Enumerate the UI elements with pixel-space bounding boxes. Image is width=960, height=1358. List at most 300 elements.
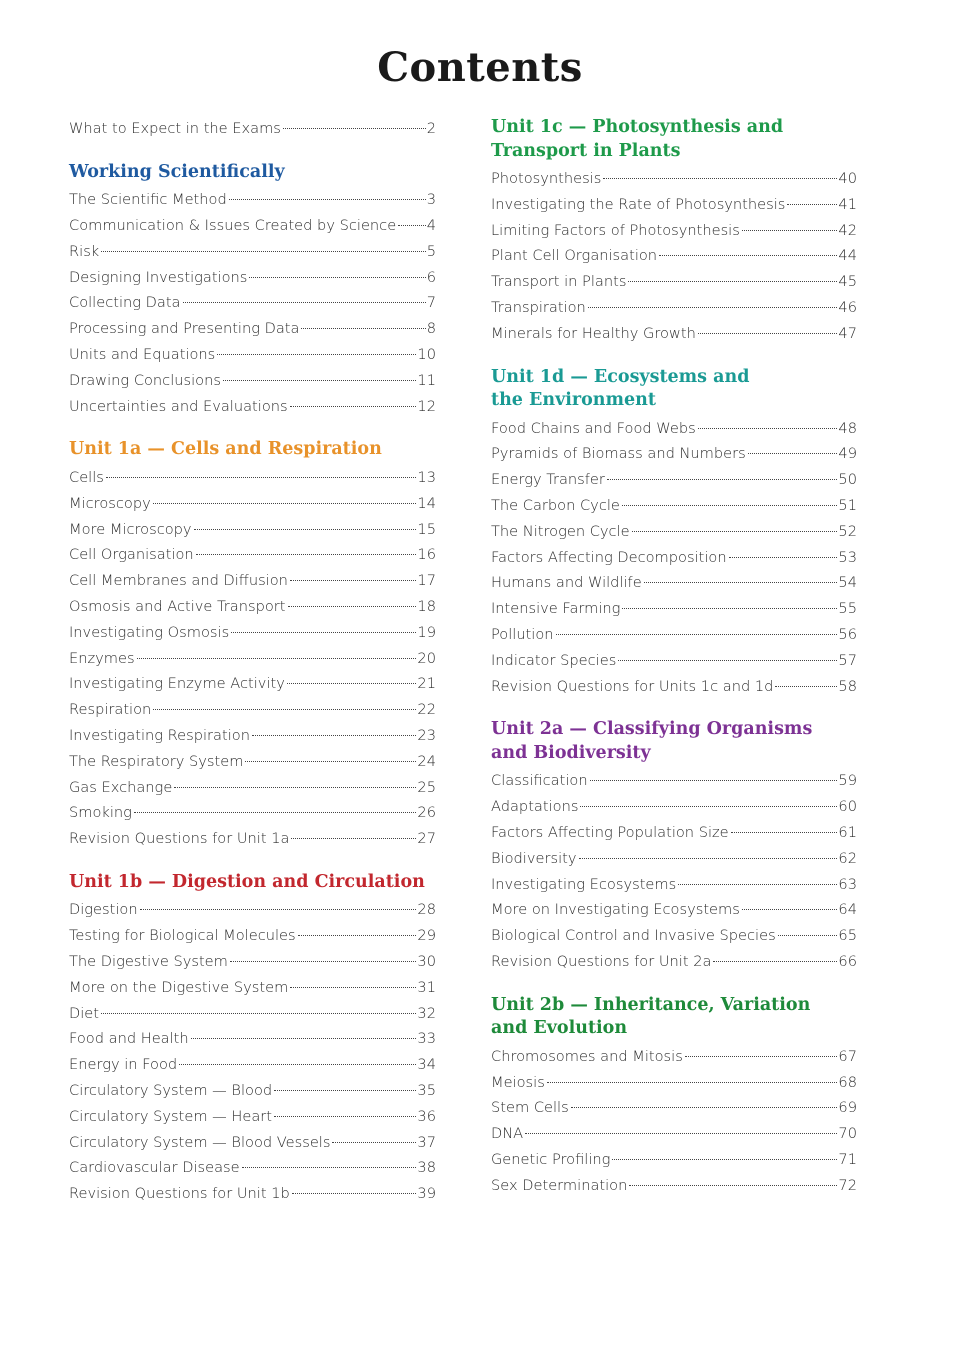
dot-leader <box>622 608 837 609</box>
toc-entry-title: Gas Exchange <box>69 778 173 796</box>
toc-entry[interactable] <box>69 465 436 491</box>
dot-leader <box>622 505 838 506</box>
toc-entry-page: 41 <box>838 195 857 213</box>
toc-entry-page: 29 <box>417 927 436 945</box>
toc-entry[interactable] <box>491 648 857 674</box>
toc-entry[interactable] <box>491 820 857 846</box>
dot-leader <box>332 1142 416 1143</box>
toc-entry-title: Pollution <box>491 625 554 643</box>
toc-entry-title: Energy in Food <box>69 1056 178 1074</box>
toc-entry[interactable] <box>69 187 436 213</box>
section-heading-unit-1b: Unit 1b — Digestion and Circulation <box>69 871 425 892</box>
toc-entry[interactable] <box>491 570 857 596</box>
toc-entry-page: 47 <box>838 324 857 342</box>
toc-entry-page: 26 <box>417 804 436 822</box>
toc-entry-title: Investigating Enzyme Activity <box>69 675 285 693</box>
dot-leader <box>252 735 416 736</box>
section-heading-line: and Biodiversity <box>491 742 651 763</box>
section-list-unit-2a <box>491 768 857 974</box>
dot-leader <box>612 1159 837 1160</box>
dot-leader <box>729 557 838 558</box>
toc-entry[interactable] <box>491 1173 857 1199</box>
dot-leader <box>731 832 838 833</box>
toc-entry[interactable] <box>491 674 857 700</box>
toc-entry-page: 71 <box>838 1150 857 1168</box>
toc-entry-title: Chromosomes and Mitosis <box>491 1047 683 1065</box>
toc-entry-page: 8 <box>426 320 436 338</box>
toc-entry[interactable] <box>491 872 857 898</box>
toc-entry[interactable] <box>69 975 436 1001</box>
toc-entry-page: 45 <box>838 273 857 291</box>
toc-entry-title: Testing for Biological Molecules <box>69 927 296 945</box>
toc-entry-title: Collecting Data <box>69 294 181 312</box>
toc-entry-title: Revision Questions for Unit 1b <box>69 1185 290 1203</box>
toc-entry-title: Transpiration <box>491 298 586 316</box>
toc-entry-page: 12 <box>417 397 436 415</box>
toc-entry-page: 14 <box>417 494 436 512</box>
dot-leader <box>628 281 837 282</box>
toc-entry-page: 7 <box>426 294 436 312</box>
toc-entry-page: 23 <box>417 726 436 744</box>
toc-entry-title: Circulatory System — Heart <box>69 1107 273 1125</box>
page-title: Contents <box>377 44 583 91</box>
toc-entry-page: 11 <box>417 371 436 389</box>
section-heading-working-scientifically: Working Scientifically <box>69 161 285 182</box>
dot-leader <box>134 812 417 813</box>
dot-leader <box>196 554 417 555</box>
toc-entry-page: 44 <box>838 247 857 265</box>
toc-entry[interactable] <box>491 218 857 244</box>
toc-entry-title: More Microscopy <box>69 520 192 538</box>
toc-entry[interactable] <box>69 723 436 749</box>
toc-entry-page: 15 <box>417 520 436 538</box>
toc-entry[interactable] <box>491 269 857 295</box>
dot-leader <box>153 709 416 710</box>
toc-entry[interactable] <box>69 1130 436 1156</box>
toc-entry-page: 28 <box>417 901 436 919</box>
toc-entry-title: Classification <box>491 772 588 790</box>
dot-leader <box>287 683 417 684</box>
toc-entry-title: Indicator Species <box>491 651 617 669</box>
toc-entry-title: More on the Digestive System <box>69 978 289 996</box>
toc-entry[interactable] <box>491 467 857 493</box>
dot-leader <box>775 686 837 687</box>
toc-entry-title: Units and Equations <box>69 346 216 364</box>
toc-entry-page: 69 <box>838 1099 857 1117</box>
toc-entry-page: 34 <box>417 1056 436 1074</box>
dot-leader <box>283 128 426 129</box>
toc-entry-page: 5 <box>426 242 436 260</box>
toc-entry-page: 48 <box>838 419 857 437</box>
dot-leader <box>742 909 838 910</box>
toc-entry-page: 38 <box>417 1159 436 1177</box>
toc-entry[interactable] <box>491 1147 857 1173</box>
toc-entry-page: 24 <box>417 752 436 770</box>
toc-entry[interactable] <box>69 897 436 923</box>
toc-entry-title: Smoking <box>69 804 132 822</box>
toc-entry-title: Adaptations <box>491 798 579 816</box>
toc-entry[interactable] <box>69 697 436 723</box>
section-heading-line: Unit 1d — Ecosystems and <box>491 366 750 387</box>
section-heading-line: Transport in Plants <box>491 140 681 161</box>
toc-entry-title: The Digestive System <box>69 953 228 971</box>
dot-leader <box>629 1185 837 1186</box>
dot-leader <box>230 961 417 962</box>
dot-leader <box>603 178 837 179</box>
toc-entry[interactable] <box>491 768 857 794</box>
toc-entry-page: 70 <box>838 1125 857 1143</box>
toc-entry[interactable] <box>491 596 857 622</box>
dot-leader <box>179 1064 416 1065</box>
toc-entry-title: Genetic Profiling <box>491 1150 611 1168</box>
dot-leader <box>174 787 416 788</box>
toc-entry-title: Plant Cell Organisation <box>491 247 658 265</box>
toc-entry-title: Energy Transfer <box>491 471 605 489</box>
toc-entry-page: 21 <box>417 675 436 693</box>
toc-entry[interactable] <box>491 794 857 820</box>
section-heading-line: Unit 2b — Inheritance, Variation <box>491 994 811 1015</box>
toc-entry[interactable] <box>491 192 857 218</box>
section-heading-line: Unit 2a — Classifying Organisms <box>491 719 813 740</box>
dot-leader <box>290 580 417 581</box>
toc-entry-title: Osmosis and Active Transport <box>69 597 286 615</box>
toc-entry[interactable] <box>491 545 857 571</box>
dot-leader <box>292 1193 417 1194</box>
toc-entry-title: Stem Cells <box>491 1099 569 1117</box>
dot-leader <box>580 806 837 807</box>
toc-entry-page: 31 <box>417 978 436 996</box>
dot-leader <box>618 660 837 661</box>
toc-entry-title: Cell Organisation <box>69 546 194 564</box>
toc-entry-title: Investigating Ecosystems <box>491 875 677 893</box>
toc-entry[interactable] <box>69 342 436 368</box>
toc-entry-title: Investigating the Rate of Photosynthesis <box>491 195 786 213</box>
toc-entry-page: 61 <box>838 823 857 841</box>
dot-leader <box>242 1167 417 1168</box>
toc-entry-page: 56 <box>838 625 857 643</box>
dot-leader <box>632 531 838 532</box>
dot-leader <box>547 1082 838 1083</box>
toc-entry-title: Circulatory System — Blood Vessels <box>69 1133 331 1151</box>
dot-leader <box>607 479 838 480</box>
dot-leader <box>579 858 838 859</box>
toc-entry-title: Uncertainties and Evaluations <box>69 397 288 415</box>
dot-leader <box>101 1013 416 1014</box>
section-list-unit-2b <box>491 1044 857 1199</box>
section-list-unit-1c <box>491 166 857 347</box>
dot-leader <box>698 333 838 334</box>
toc-entry-page: 72 <box>838 1176 857 1194</box>
toc-entry-page: 50 <box>838 471 857 489</box>
section-heading-unit-2a <box>491 718 857 765</box>
dot-leader <box>183 302 426 303</box>
dot-leader <box>101 251 425 252</box>
toc-entry-page: 63 <box>838 875 857 893</box>
toc-entry-intro[interactable] <box>69 116 436 142</box>
toc-entry-page: 18 <box>417 597 436 615</box>
dot-leader <box>153 503 417 504</box>
toc-entry[interactable] <box>69 290 436 316</box>
dot-leader <box>274 1116 416 1117</box>
toc-entry-page: 35 <box>417 1082 436 1099</box>
toc-entry-title: The Nitrogen Cycle <box>491 522 630 540</box>
section-heading-unit-2b <box>491 994 857 1041</box>
toc-entry-title: Microscopy <box>69 494 151 512</box>
toc-entry[interactable] <box>491 846 857 872</box>
toc-entry[interactable] <box>491 519 857 545</box>
toc-entry-page: 16 <box>417 546 436 564</box>
section-list-unit-1d <box>491 416 857 700</box>
section-heading-unit-1d <box>491 366 857 413</box>
toc-entry-page: 3 <box>426 191 436 209</box>
toc-entry-page: 55 <box>838 600 857 618</box>
toc-entry-title: Respiration <box>69 701 152 719</box>
toc-entry-page: 68 <box>838 1073 857 1091</box>
toc-entry[interactable] <box>69 923 436 949</box>
toc-entry-title: Transport in Plants <box>491 273 627 291</box>
toc-entry-page: 64 <box>838 901 857 919</box>
toc-entry[interactable] <box>69 620 436 646</box>
dot-leader <box>787 204 837 205</box>
dot-leader <box>698 428 838 429</box>
toc-entry[interactable] <box>69 213 436 239</box>
toc-entry[interactable] <box>69 1052 436 1078</box>
toc-entry[interactable] <box>69 775 436 801</box>
dot-leader <box>678 884 837 885</box>
dot-leader <box>217 354 416 355</box>
toc-entry[interactable] <box>491 1121 857 1147</box>
toc-entry-page: 27 <box>417 830 436 848</box>
toc-entry-title: Investigating Osmosis <box>69 623 230 641</box>
toc-entry-page: 49 <box>838 445 857 463</box>
toc-entry-title: Cell Membranes and Diffusion <box>69 572 288 590</box>
toc-entry-page: 36 <box>417 1107 436 1125</box>
toc-entry-title: More on Investigating Ecosystems <box>491 901 740 919</box>
toc-entry[interactable] <box>69 239 436 265</box>
dot-leader <box>229 199 426 200</box>
toc-entry-title: Diet <box>69 1004 99 1022</box>
toc-entry-title: Limiting Factors of Photosynthesis <box>491 221 740 239</box>
toc-entry[interactable] <box>491 1044 857 1070</box>
toc-entry-page: 53 <box>838 548 857 566</box>
toc-entry-title: Designing Investigations <box>69 268 248 286</box>
toc-entry-page: 19 <box>417 623 436 641</box>
toc-entry-page: 17 <box>417 572 436 590</box>
toc-entry-page: 65 <box>838 927 857 945</box>
toc-entry[interactable] <box>69 568 436 594</box>
toc-entry[interactable] <box>491 321 857 347</box>
dot-leader <box>194 529 417 530</box>
contents-column-left <box>69 116 436 1207</box>
toc-entry-page: 13 <box>417 468 436 486</box>
toc-entry-title: Minerals for Healthy Growth <box>491 324 696 342</box>
toc-entry-page: 4 <box>426 217 436 235</box>
toc-entry-title: Humans and Wildlife <box>491 574 642 592</box>
toc-entry[interactable] <box>491 441 857 467</box>
toc-entry[interactable] <box>69 800 436 826</box>
toc-entry-title: Factors Affecting Population Size <box>491 823 729 841</box>
toc-entry[interactable] <box>69 1026 436 1052</box>
toc-entry[interactable] <box>69 542 436 568</box>
dot-leader <box>713 961 837 962</box>
toc-entry-page: 39 <box>417 1185 436 1203</box>
toc-entry-page: 6 <box>426 268 436 286</box>
toc-entry[interactable] <box>491 243 857 269</box>
dot-leader <box>588 307 838 308</box>
dot-leader <box>556 634 838 635</box>
toc-entry-page: 66 <box>838 952 857 970</box>
toc-entry-title: Risk <box>69 242 100 260</box>
dot-leader <box>140 909 417 910</box>
toc-entry[interactable] <box>69 671 436 697</box>
toc-entry-title: Processing and Presenting Data <box>69 320 300 338</box>
toc-entry-page: 58 <box>838 677 857 695</box>
toc-entry-page: 46 <box>838 298 857 316</box>
dot-leader <box>398 225 426 226</box>
toc-entry[interactable] <box>69 368 436 394</box>
toc-entry[interactable] <box>69 646 436 672</box>
toc-entry-title: Drawing Conclusions <box>69 371 221 389</box>
toc-entry[interactable] <box>69 826 436 852</box>
dot-leader <box>571 1107 838 1108</box>
toc-entry-page: 2 <box>426 120 436 137</box>
dot-leader <box>223 380 416 381</box>
toc-entry[interactable] <box>69 1155 436 1181</box>
dot-leader <box>659 255 837 256</box>
dot-leader <box>274 1090 416 1091</box>
dot-leader <box>245 761 416 762</box>
toc-entry-title: Photosynthesis <box>491 170 602 187</box>
toc-entry[interactable] <box>69 949 436 975</box>
toc-entry-page: 51 <box>838 496 857 514</box>
toc-entry-title: Revision Questions for Units 1c and 1d <box>491 677 774 695</box>
section-list-working-scientifically <box>69 187 436 419</box>
toc-entry[interactable] <box>491 1095 857 1121</box>
toc-entry-title: Factors Affecting Decomposition <box>491 548 727 566</box>
dot-leader <box>137 658 417 659</box>
toc-entry-title: Sex Determination <box>491 1176 628 1194</box>
toc-entry-page: 32 <box>417 1004 436 1022</box>
toc-entry-page: 20 <box>417 649 436 667</box>
dot-leader <box>191 1038 417 1039</box>
toc-entry-page: 59 <box>838 772 857 790</box>
section-list-unit-1b <box>69 897 436 1207</box>
toc-entry-page: 54 <box>838 574 857 592</box>
toc-entry[interactable] <box>491 923 857 949</box>
toc-entry-title: Meiosis <box>491 1073 545 1091</box>
toc-entry-title: The Respiratory System <box>69 752 244 770</box>
toc-entry-title: Pyramids of Biomass and Numbers <box>491 445 746 463</box>
toc-entry[interactable] <box>69 1001 436 1027</box>
toc-entry-title: Enzymes <box>69 649 135 667</box>
section-heading-line: the Environment <box>491 390 656 411</box>
toc-entry-page: 10 <box>417 346 436 364</box>
toc-entry-page: 60 <box>838 798 857 816</box>
dot-leader <box>290 406 417 407</box>
toc-entry-page: 52 <box>838 522 857 540</box>
section-heading-unit-1c <box>491 116 857 163</box>
section-heading-unit-1a: Unit 1a — Cells and Respiration <box>69 439 382 460</box>
section-heading-line: and Evolution <box>491 1018 628 1039</box>
toc-entry-title: Food and Health <box>69 1030 189 1048</box>
toc-entry-title: Biodiversity <box>491 849 577 867</box>
toc-entry-title: Intensive Farming <box>491 600 621 618</box>
toc-entry[interactable] <box>69 491 436 517</box>
toc-entry[interactable] <box>69 749 436 775</box>
section-heading-line: Unit 1c — Photosynthesis and <box>491 117 784 137</box>
toc-entry[interactable] <box>491 416 857 442</box>
toc-entry-title: Cells <box>69 468 104 486</box>
dot-leader <box>290 987 416 988</box>
toc-entry-title: Circulatory System — Blood <box>69 1082 273 1099</box>
toc-entry[interactable] <box>491 897 857 923</box>
dot-leader <box>742 230 838 231</box>
toc-entry[interactable] <box>69 316 436 342</box>
dot-leader <box>249 277 425 278</box>
contents-column-right <box>491 116 857 1199</box>
toc-entry-page: 62 <box>838 849 857 867</box>
toc-entry-title: The Scientific Method <box>69 191 227 209</box>
toc-entry-title: What to Expect in the Exams <box>69 120 281 137</box>
toc-entry-page: 22 <box>417 701 436 719</box>
dot-leader <box>231 632 416 633</box>
dot-leader <box>291 838 416 839</box>
toc-entry-page: 57 <box>838 651 857 669</box>
dot-leader <box>644 582 838 583</box>
toc-entry-page: 30 <box>417 953 436 971</box>
section-list-unit-1a <box>69 465 436 852</box>
dot-leader <box>106 477 417 478</box>
toc-entry-title: DNA <box>491 1125 524 1143</box>
toc-entry-title: Communication & Issues Created by Science <box>69 217 397 235</box>
toc-entry-page: 67 <box>838 1047 857 1065</box>
toc-entry-page: 33 <box>417 1030 436 1048</box>
dot-leader <box>778 935 838 936</box>
dot-leader <box>298 935 417 936</box>
toc-entry-page: 40 <box>838 170 857 187</box>
dot-leader <box>288 606 417 607</box>
dot-leader <box>301 328 425 329</box>
toc-entry[interactable] <box>491 493 857 519</box>
toc-entry[interactable] <box>69 265 436 291</box>
toc-entry-title: Revision Questions for Unit 2a <box>491 952 712 970</box>
toc-entry[interactable] <box>491 949 857 975</box>
toc-entry[interactable] <box>491 166 857 192</box>
toc-entry-title: Cardiovascular Disease <box>69 1159 240 1177</box>
toc-entry-title: Revision Questions for Unit 1a <box>69 830 290 848</box>
toc-entry-title: Investigating Respiration <box>69 726 250 744</box>
dot-leader <box>748 453 838 454</box>
toc-entry-title: Food Chains and Food Webs <box>491 419 696 437</box>
toc-entry[interactable] <box>69 594 436 620</box>
toc-entry[interactable] <box>491 1070 857 1096</box>
toc-entry-page: 25 <box>417 778 436 796</box>
toc-entry[interactable] <box>69 1104 436 1130</box>
toc-entry-title: Biological Control and Invasive Species <box>491 927 776 945</box>
toc-entry-title: The Carbon Cycle <box>491 496 620 514</box>
toc-entry[interactable] <box>69 517 436 543</box>
toc-entry[interactable] <box>69 1078 436 1104</box>
toc-entry-page: 37 <box>417 1133 436 1151</box>
toc-entry-page: 42 <box>838 221 857 239</box>
toc-entry[interactable] <box>491 622 857 648</box>
toc-entry[interactable] <box>69 1181 436 1207</box>
toc-entry[interactable] <box>491 295 857 321</box>
dot-leader <box>590 780 838 781</box>
toc-entry[interactable] <box>69 394 436 420</box>
toc-entry-title: Digestion <box>69 901 138 919</box>
dot-leader <box>685 1056 838 1057</box>
